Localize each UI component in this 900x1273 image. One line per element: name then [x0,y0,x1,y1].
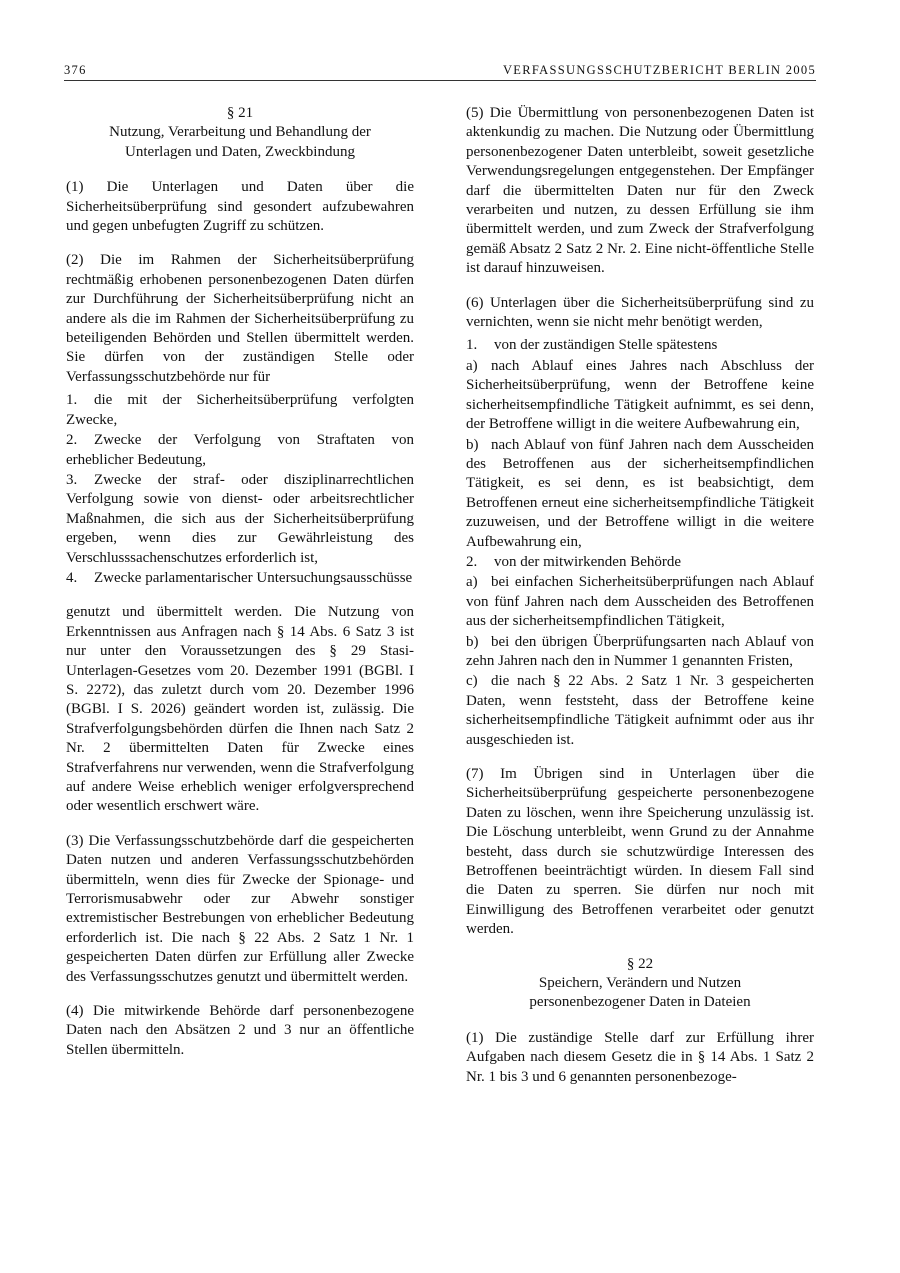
section-21-title-line1: Nutzung, Verarbeitung und Behandlung der [109,124,371,141]
list-item: b) nach Ablauf von fünf Jahren nach dem Ausscheiden des Betroffenen aus der sicherheitsempfindlichen Tätigkeit, es sei denn, es ist beabsichtigt, dem Betroffenen erneut eine sicherheitsempfindliche Tätigkeit zuzuweisen, und der Betroffene willigt in die weitere Aufbewahrung ein, [466,436,814,550]
list-item: 1. von der zuständigen Stelle spätestens [466,337,718,354]
list-item: 2. Zwecke der Verfolgung von Straftaten von erheblicher Bedeutung, [66,432,414,468]
list-item: 4. Zwecke parlamentarischer Untersuchungsausschüsse [66,569,413,586]
section-22-title-line1: Speichern, Verändern und Nutzen [538,975,742,992]
page-header [64,60,816,81]
section-22-number: § 22 [626,955,654,972]
paragraph-5: (5) Die Übermittlung von personenbezogenen Daten ist aktenkundig zu machen. Die Nutzung oder Übermittlung personenbezogener Daten unterbleibt, soweit gesetzliche Verwendungsregelungen entgegenstehen. Der Empfänger darf die übermittelten Daten nur für den Zweck verarbeiten und nutzen, zu dessen Erfüllung sie ihm übermittelt werden, und zum Zweck der Strafverfolgung gemäß Absatz 2 Satz 2 Nr. 2. Eine nicht-öffentliche Stelle ist darauf hinzuweisen. [466,105,814,277]
paragraph-7: (7) Im Übrigen sind in Unterlagen über die Sicherheitsüberprüfung gespeicherte personenbezogene Daten zu löschen, wenn ihre Speicherung unzulässig ist. Die Löschung unterbleibt, wenn Grund zu der Annahme besteht, dass durch sie schutzwürdige Interessen des Betroffenen beeinträchtigt würden. In diesem Fall sind die Daten zu sperren. Sie dürfen nur noch mit Einwilligung des Betroffenen verarbeitet oder genutzt werden. [466,766,814,938]
section-22-heading [466,955,814,1013]
list-item: b) bei den übrigen Überprüfungsarten nach Ablauf von zehn Jahren nach den in Nummer 1 genannten Fristen, [466,633,814,669]
list-item: 2. von der mitwirkenden Behörde [466,553,682,570]
paragraph-4: (4) Die mitwirkende Behörde darf personenbezogene Daten nach den Absätzen 2 und 3 nur an öffentliche Stellen übermitteln. [66,1003,414,1058]
list-item: c) die nach § 22 Abs. 2 Satz 1 Nr. 3 gespeicherten Daten, wenn feststeht, dass der Betroffene keine sicherheitsempfindliche Tätigkeit aufnimmt oder aus ihr ausgeschieden ist. [466,673,814,748]
section-21-title-line2: Unterlagen und Daten, Zweckbindung [125,143,355,160]
paragraph-3: (3) Die Verfassungsschutzbehörde darf die gespeicherten Daten nutzen und anderen Verfassungsschutzbehörden übermitteln, wenn dies für Zwecke der Spionage- und Terrorismusabwehr oder zur Abwehr sonstiger extremistischer Bestrebungen von erheblicher Bedeutung erforderlich ist. Die nach § 22 Abs. 2 Satz 1 Nr. 1 gespeicherten Daten dürfen zur Erfüllung aller Zwecke des Verfassungsschutzes genutzt und übermittelt werden. [66,832,414,985]
list-item: a) bei einfachen Sicherheitsüberprüfungen nach Ablauf von fünf Jahren nach dem Ausscheiden des Betroffenen aus der sicherheitsempfindlichen Tätigkeit, [466,574,814,630]
page-number: 376 [64,63,87,77]
paragraph-8: (1) Die zuständige Stelle darf zur Erfüllung ihrer Aufgaben nach diesem Gesetz die in § 14 Abs. 1 Satz 2 Nr. 1 bis 3 und 6 genannten personenbezoge- [466,1029,814,1085]
left-column [66,104,414,1075]
list-item: 3. Zwecke der straf- oder disziplinarrechtlichen Verfolgung sowie von dienst- oder arbeitsrechtlicher Maßnahmen, die sich aus der Sicherheitsüberprüfung ergeben, wenn dies zur Gewährleistung des Verschlusssachenschutzes erforderlich ist, [66,471,414,566]
running-title: VERFASSUNGSSCHUTZBERICHT BERLIN 2005 [502,63,816,77]
paragraph-2: (2) Die im Rahmen der Sicherheitsüberprüfung rechtmäßig erhobenen personenbezogenen Daten dürfen zur Durchführung der Sicherheitsüberprüfung nicht an andere als die im Rahmen der Sicherheitsüberprüfung zu beteiligenden Behörden und Stellen übermittelt werden. Sie dürfen von der zuständigen Stelle oder Verfassungsschutzbehörde nur für [66,252,414,385]
section-21-number: § 21 [226,105,254,121]
section-21-heading [66,104,414,162]
list-item: 1. die mit der Sicherheitsüberprüfung verfolgten Zwecke, [66,392,414,428]
section-22-title-line2: personenbezogener Daten in Dateien [529,994,751,1011]
paragraph-6: (6) Unterlagen über die Sicherheitsüberprüfung sind zu vernichten, wenn sie nicht mehr benötigt werden, [466,294,814,331]
right-column [466,104,814,1102]
list-item: a) nach Ablauf eines Jahres nach Abschluss der Sicherheitsüberprüfung, wenn der Betroffene keine sicherheitsempfindliche Tätigkeit aufnimmt, es sei denn, der Betroffene willigt in die weitere Aufbewahrung ein, [466,357,814,433]
paragraph-2-continued: genutzt und übermittelt werden. Die Nutzung von Erkenntnissen aus Anfragen nach § 14 Abs. 6 Satz 3 ist nur unter den Voraussetzungen des § 29 Stasi-Unterlagen-Gesetzes vom 20. Dezember 1991 (BGBl. I S. 2272), das zuletzt durch vom 20. Dezember 1996 (BGBl. I S. 2026) geändert worden ist, zulässig. Die Strafverfolgungsbehörden dürfen die Ihnen nach Satz 2 Nr. 2 übermittelten Daten für Zwecke eines Strafverfahrens nur verwenden, wenn die Strafverfolgung auf andere Weise erheblich weniger erfolgversprechend oder wesentlich erschwert wäre. [66,604,414,815]
paragraph-1: (1) Die Unterlagen und Daten über die Sicherheitsüberprüfung sind gesondert aufzubewahren und gegen unbefugten Zugriff zu schützen. [66,179,414,235]
